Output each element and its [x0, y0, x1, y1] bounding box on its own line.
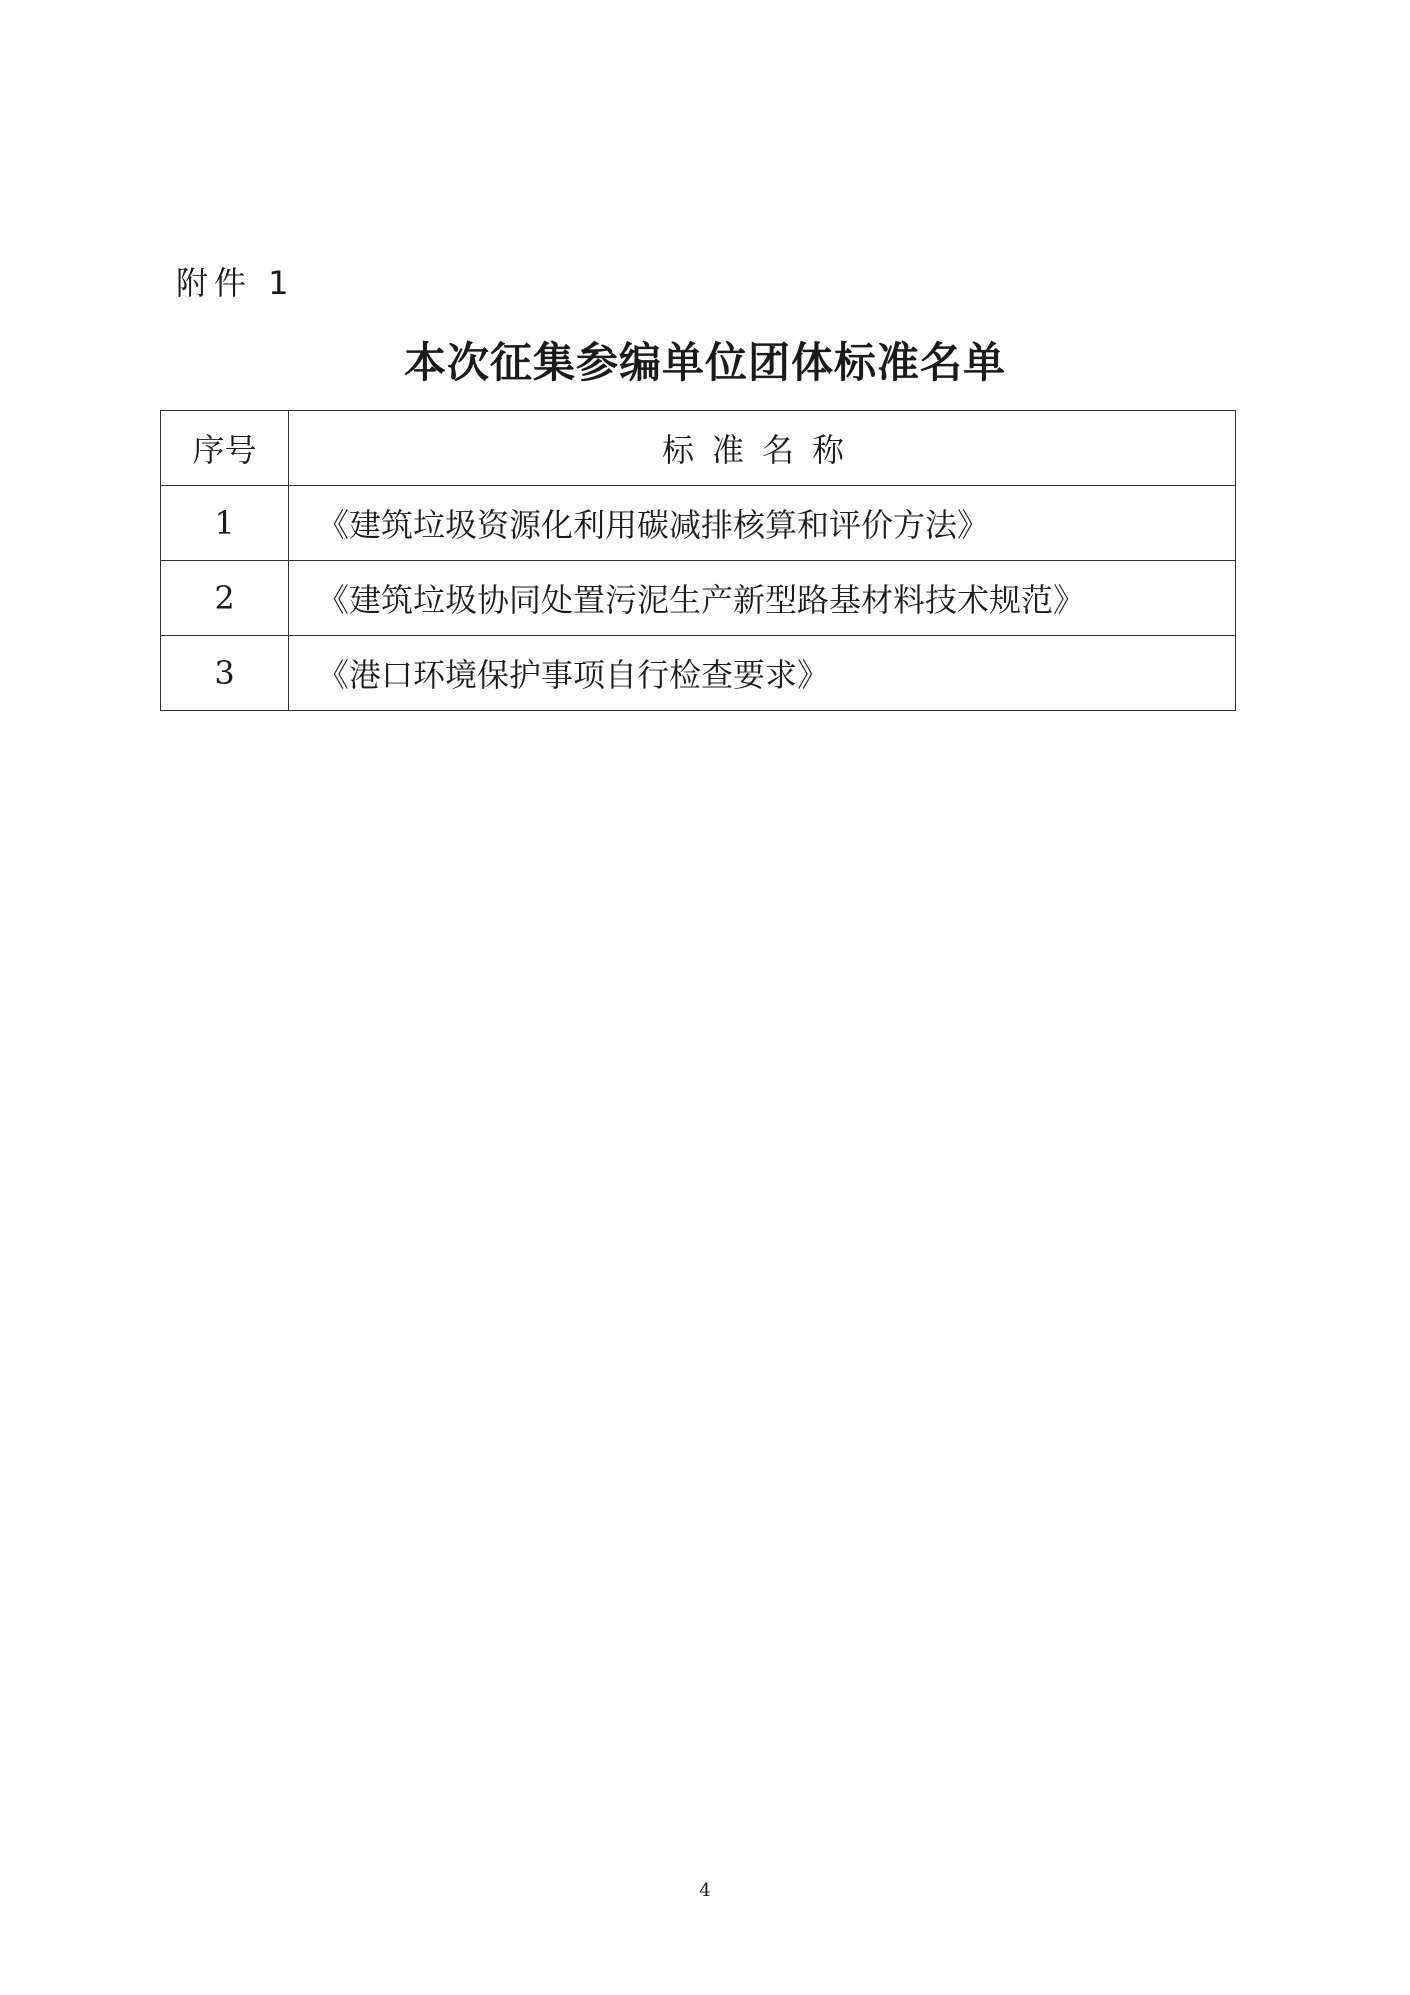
header-serial-number: 序号 — [161, 411, 289, 486]
table-header-row — [161, 411, 1236, 486]
row-standard-name: 《港口环境保护事项自行检查要求》 — [289, 636, 1236, 711]
table-row — [161, 486, 1236, 561]
standards-table — [160, 410, 1236, 711]
row-standard-name: 《建筑垃圾协同处置污泥生产新型路基材料技术规范》 — [289, 561, 1236, 636]
table-row — [161, 561, 1236, 636]
row-standard-name: 《建筑垃圾资源化利用碳减排核算和评价方法》 — [289, 486, 1236, 561]
row-serial-number: 1 — [161, 486, 289, 561]
document-title: 本次征集参编单位团体标准名单 — [403, 338, 1006, 387]
table-row — [161, 636, 1236, 711]
page-number: 4 — [699, 1880, 711, 1901]
attachment-label: 附件 1 — [176, 264, 295, 302]
header-standard-name: 标准名称 — [289, 411, 1236, 486]
row-serial-number: 2 — [161, 561, 289, 636]
row-serial-number: 3 — [161, 636, 289, 711]
